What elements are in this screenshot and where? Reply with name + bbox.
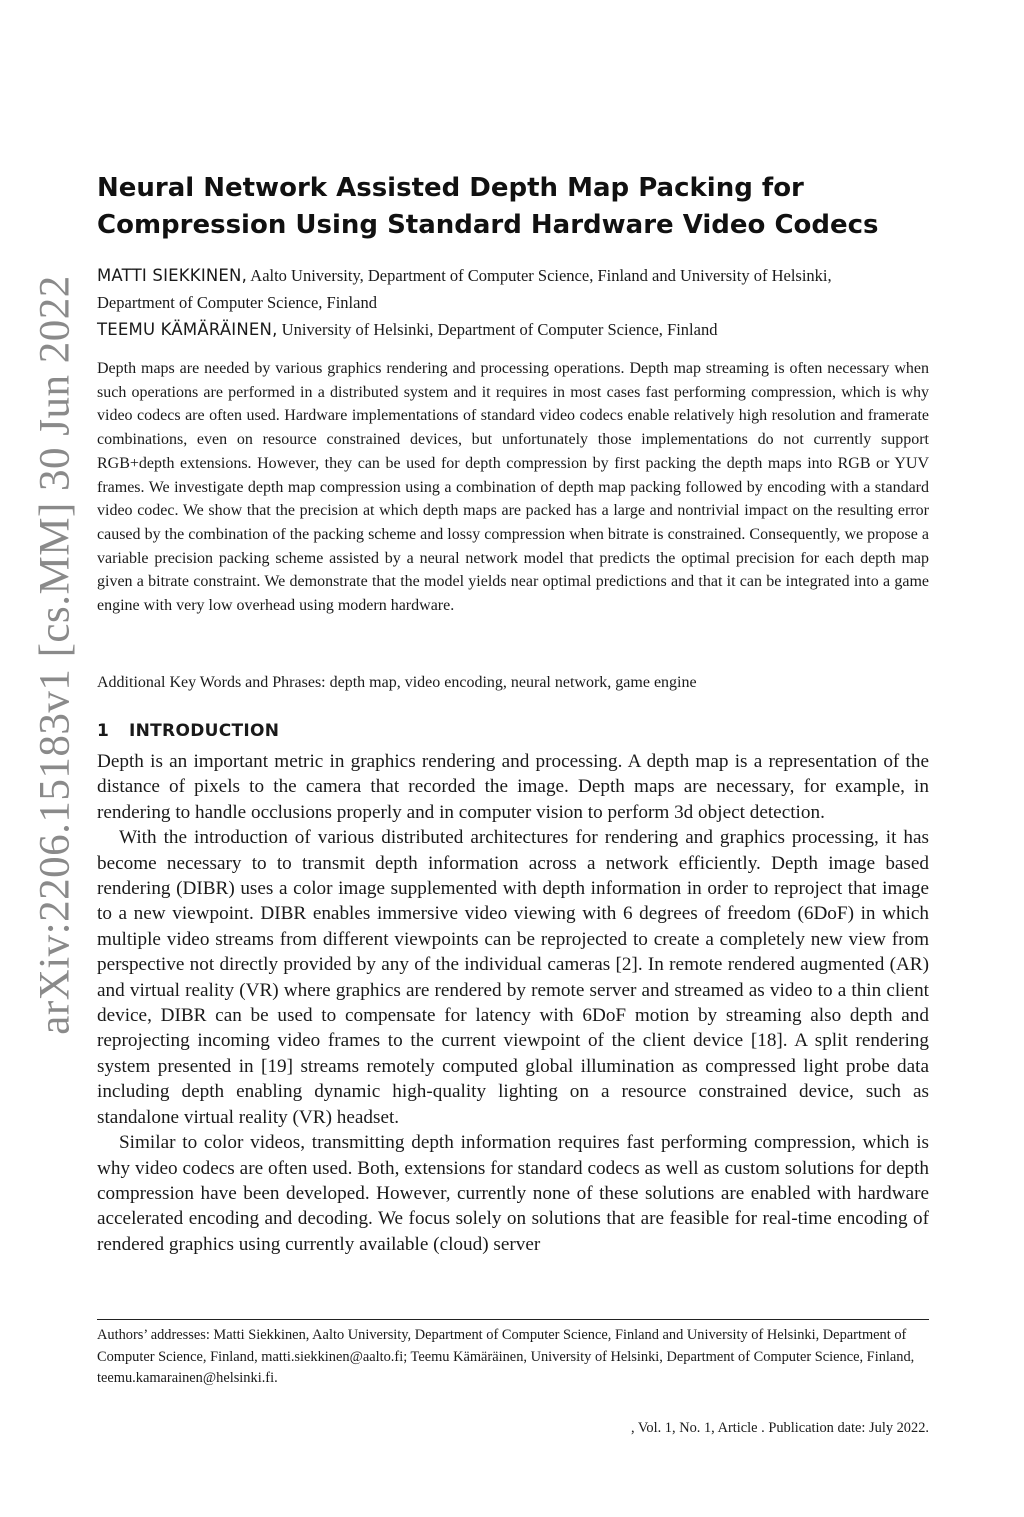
section-heading: [97, 718, 929, 744]
body-paragraph: Similar to color videos, transmitting depth information requires fast performing compression, which is why video codecs are often used. Both, extensions for standard codecs as well as custom solutions for depth compression have been developed. However, currently none of these solutions are enabled with hardware accelerated encoding and decoding. We focus solely on solutions that are feasible for real-time encoding of rendered graphics using currently available (cloud) server: [97, 1132, 929, 1255]
paper-title-line-2: Compression Using Standard Hardware Video Codecs: [97, 210, 879, 240]
body-paragraph: Depth is an important metric in graphics rendering and processing. A depth map is a representation of the distance of pixels to the camera that recorded the image. Depth maps are necessary, for example, in rendering to handle occlusions properly and in computer vision to perform 3d object detection.: [97, 751, 929, 823]
abstract: Depth maps are needed by various graphics rendering and processing operations. Depth map streaming is often necessary when such operations are performed in a distributed system and it requires in most cases fast performing compression, which is why video codecs are often used. Hardware implementations of standard video codecs enable relatively high resolution and framerate combinations, even on resource constrained devices, but unfortunately those implementations do not currently support RGB+depth extensions. However, they can be used for depth compression by first packing the depth maps into RGB or YUV frames. We investigate depth map compression using a combination of depth map packing followed by encoding with a standard video codec. We show that the precision at which depth maps are packed has a large and nontrivial impact on the resulting error caused by the combination of the packing scheme and lossy compression when bitrate is constrained. Consequently, we propose a variable precision packing scheme assisted by a neural network model that predicts the optimal precision for each depth map given a bitrate constraint. We demonstrate that the model yields near optimal predictions and that it can be integrated into a game engine with very low overhead using modern hardware.: [97, 360, 929, 615]
arxiv-identifier-stamp: [20, 275, 90, 1035]
keywords: Additional Key Words and Phrases: depth map, video encoding, neural network, game engine: [97, 674, 697, 691]
section-title: INTRODUCTION: [129, 721, 280, 741]
arxiv-identifier-text: arXiv:2206.15183v1 [cs.MM] 30 Jun 2022: [31, 275, 79, 1035]
author-entry: [97, 262, 929, 289]
author-addresses-footnote: Authors’ addresses: Matti Siekkinen, Aalto University, Department of Computer Science, Finland and University of Helsinki, Department of Computer Science, Finland, matti.siekkinen@aalto.fi; Teemu Kämäräinen, University of Helsinki, Department of Computer Science, Finland, teemu.kamarainen@helsinki.fi.: [97, 1327, 915, 1386]
author-entry: [97, 316, 929, 343]
section-number: 1: [97, 721, 110, 741]
footnote-divider: [97, 1319, 929, 1320]
author-name: MATTI SIEKKINEN,: [97, 266, 248, 285]
author-affiliation: Aalto University, Department of Computer Science, Finland and University of Helsinki,: [247, 266, 832, 285]
author-name: TEEMU KÄMÄRÄINEN,: [97, 320, 278, 339]
author-affiliation: University of Helsinki, Department of Computer Science, Finland: [277, 320, 718, 339]
body-paragraph: With the introduction of various distributed architectures for rendering and graphics processing, it has become necessary to to transmit depth information across a network efficiently. Depth image based rendering (DIBR) uses a color image supplemented with depth information in order to reproject that image to a new viewpoint. DIBR enables immersive video viewing with 6 degrees of freedom (6DoF) in which multiple video streams from different viewpoints can be reprojected to create a completely new view from perspective not directly provided by any of the individual cameras [2]. In remote rendered augmented (AR) and virtual reality (VR) where graphics are rendered by remote server and streamed as video to a thin client device, DIBR can be used to compensate for latency with 6DoF motion by streaming also depth and reprojecting incoming video frames to the current viewpoint of the client device [18]. A split rendering system presented in [19] streams remotely computed global illumination as compressed light probe data including depth enabling dynamic high-quality lighting on a resource constrained device, such as standalone virtual reality (VR) headset.: [97, 827, 929, 1128]
publication-footer: , Vol. 1, No. 1, Article . Publication date: July 2022.: [630, 1420, 929, 1436]
author-list: [97, 262, 929, 343]
paper-title: [97, 170, 929, 244]
author-affiliation-continued: Department of Computer Science, Finland: [97, 293, 377, 312]
paper-title-line-1: Neural Network Assisted Depth Map Packing for: [97, 173, 804, 203]
introduction-body: [97, 749, 929, 1257]
